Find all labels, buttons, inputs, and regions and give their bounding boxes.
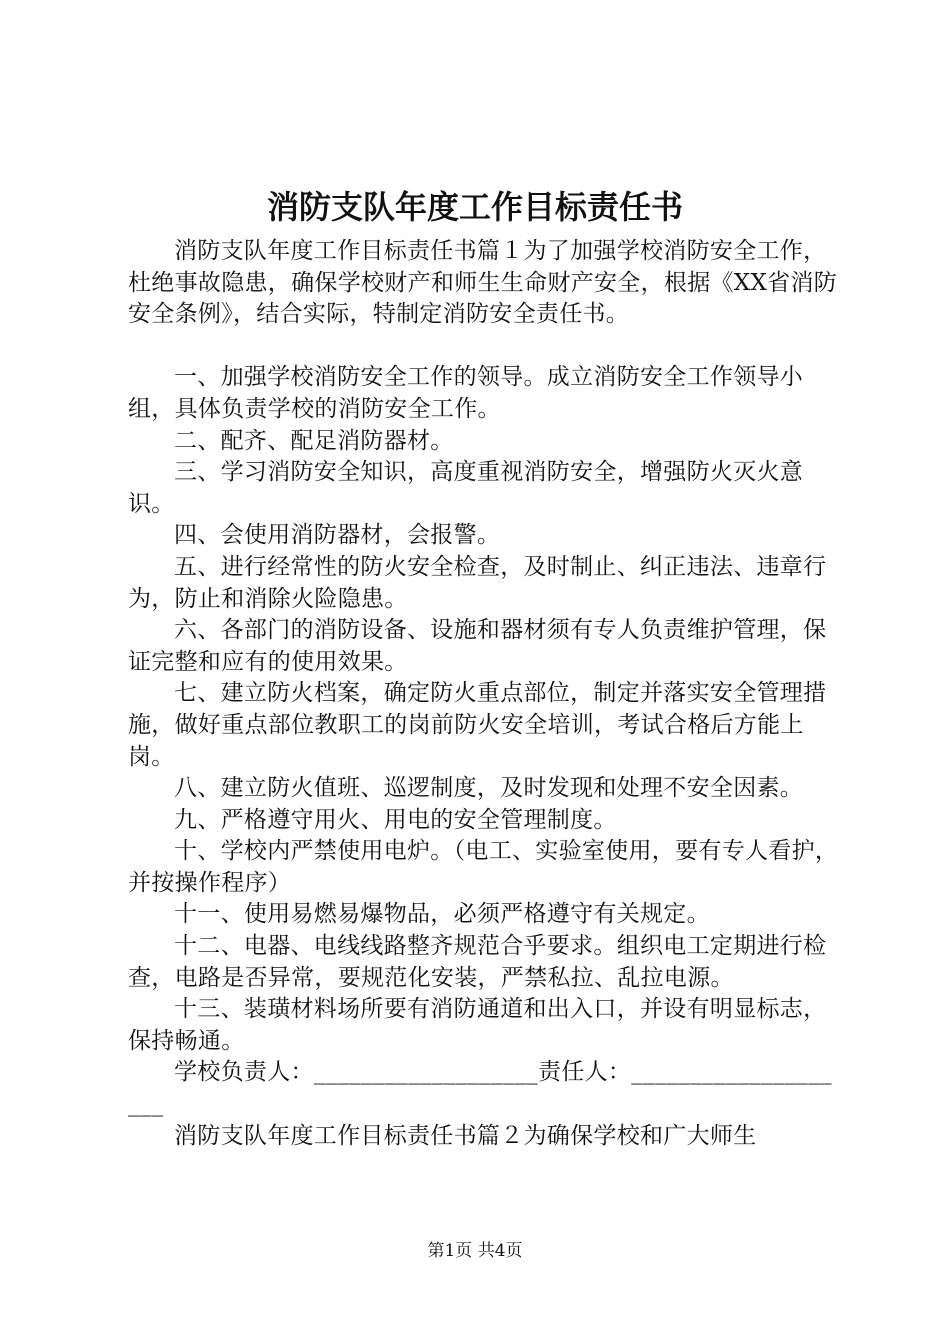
document-title: 消防支队年度工作目标责任书 bbox=[266, 188, 683, 226]
item-4: 四、会使用消防器材，会报警。 bbox=[174, 522, 501, 549]
school-head-blank: ___________________ bbox=[313, 1059, 539, 1086]
document-body bbox=[128, 236, 840, 1152]
intro-paragraph: 消防支队年度工作目标责任书篇１为了加强学校消防安全工作，杜绝事故隐患，确保学校财产和师生生命财产安全，根据《XX省消防安全条例》，结合实际，特制定消防安全责任书。 bbox=[128, 238, 838, 328]
page-footer: 第1页 共4页 bbox=[427, 1241, 523, 1261]
responsible-label: 责任人： bbox=[538, 1059, 632, 1086]
item-12: 十二、电器、电线线路整齐规范合乎要求。组织电工定期进行检查，电路是否异常，要规范化安装，严禁私拉、乱拉电源。 bbox=[128, 933, 827, 991]
item-8: 八、建立防火值班、巡逻制度，及时发现和处理不安全因素。 bbox=[174, 775, 804, 802]
paragraph-gap bbox=[128, 331, 840, 363]
signature-line bbox=[128, 1057, 840, 1120]
school-head-label: 学校负责人： bbox=[174, 1059, 314, 1086]
item-5: 五、进行经常性的防火安全检查，及时制止、纠正违法、违章行为，防止和消除火险隐患。 bbox=[128, 553, 827, 612]
item-3: 三、学习消防安全知识，高度重视消防安全，增强防火灭火意识。 bbox=[128, 459, 804, 517]
item-1: 一、加强学校消防安全工作的领导。成立消防安全工作领导小组，具体负责学校的消防安全工作。 bbox=[128, 364, 804, 422]
next-article-paragraph: 消防支队年度工作目标责任书篇２为确保学校和广大师生 bbox=[174, 1122, 757, 1149]
item-7: 七、建立防火档案，确定防火重点部位，制定并落实安全管理措施，做好重点部位教职工的岗前防火安全培训，考试合格后方能上岗。 bbox=[128, 680, 827, 770]
item-11: 十一、使用易燃易爆物品，必须严格遵守有关规定。 bbox=[174, 901, 710, 928]
item-2: 二、配齐、配足消防器材。 bbox=[174, 427, 454, 454]
item-10: 十、学校内严禁使用电炉。（电工、实验室使用，要有专人看护，并按操作程序） bbox=[128, 838, 839, 896]
item-9: 九、严格遵守用火、用电的安全管理制度。 bbox=[174, 806, 617, 833]
item-6: 六、各部门的消防设备、设施和器材须有专人负责维护管理，保证完整和应有的使用效果。 bbox=[128, 617, 827, 675]
responsible-blank: ____________________ bbox=[128, 1059, 832, 1118]
item-13: 十三、装璜材料场所要有消防通道和出入口，并设有明显标志，保持畅通。 bbox=[128, 996, 827, 1054]
